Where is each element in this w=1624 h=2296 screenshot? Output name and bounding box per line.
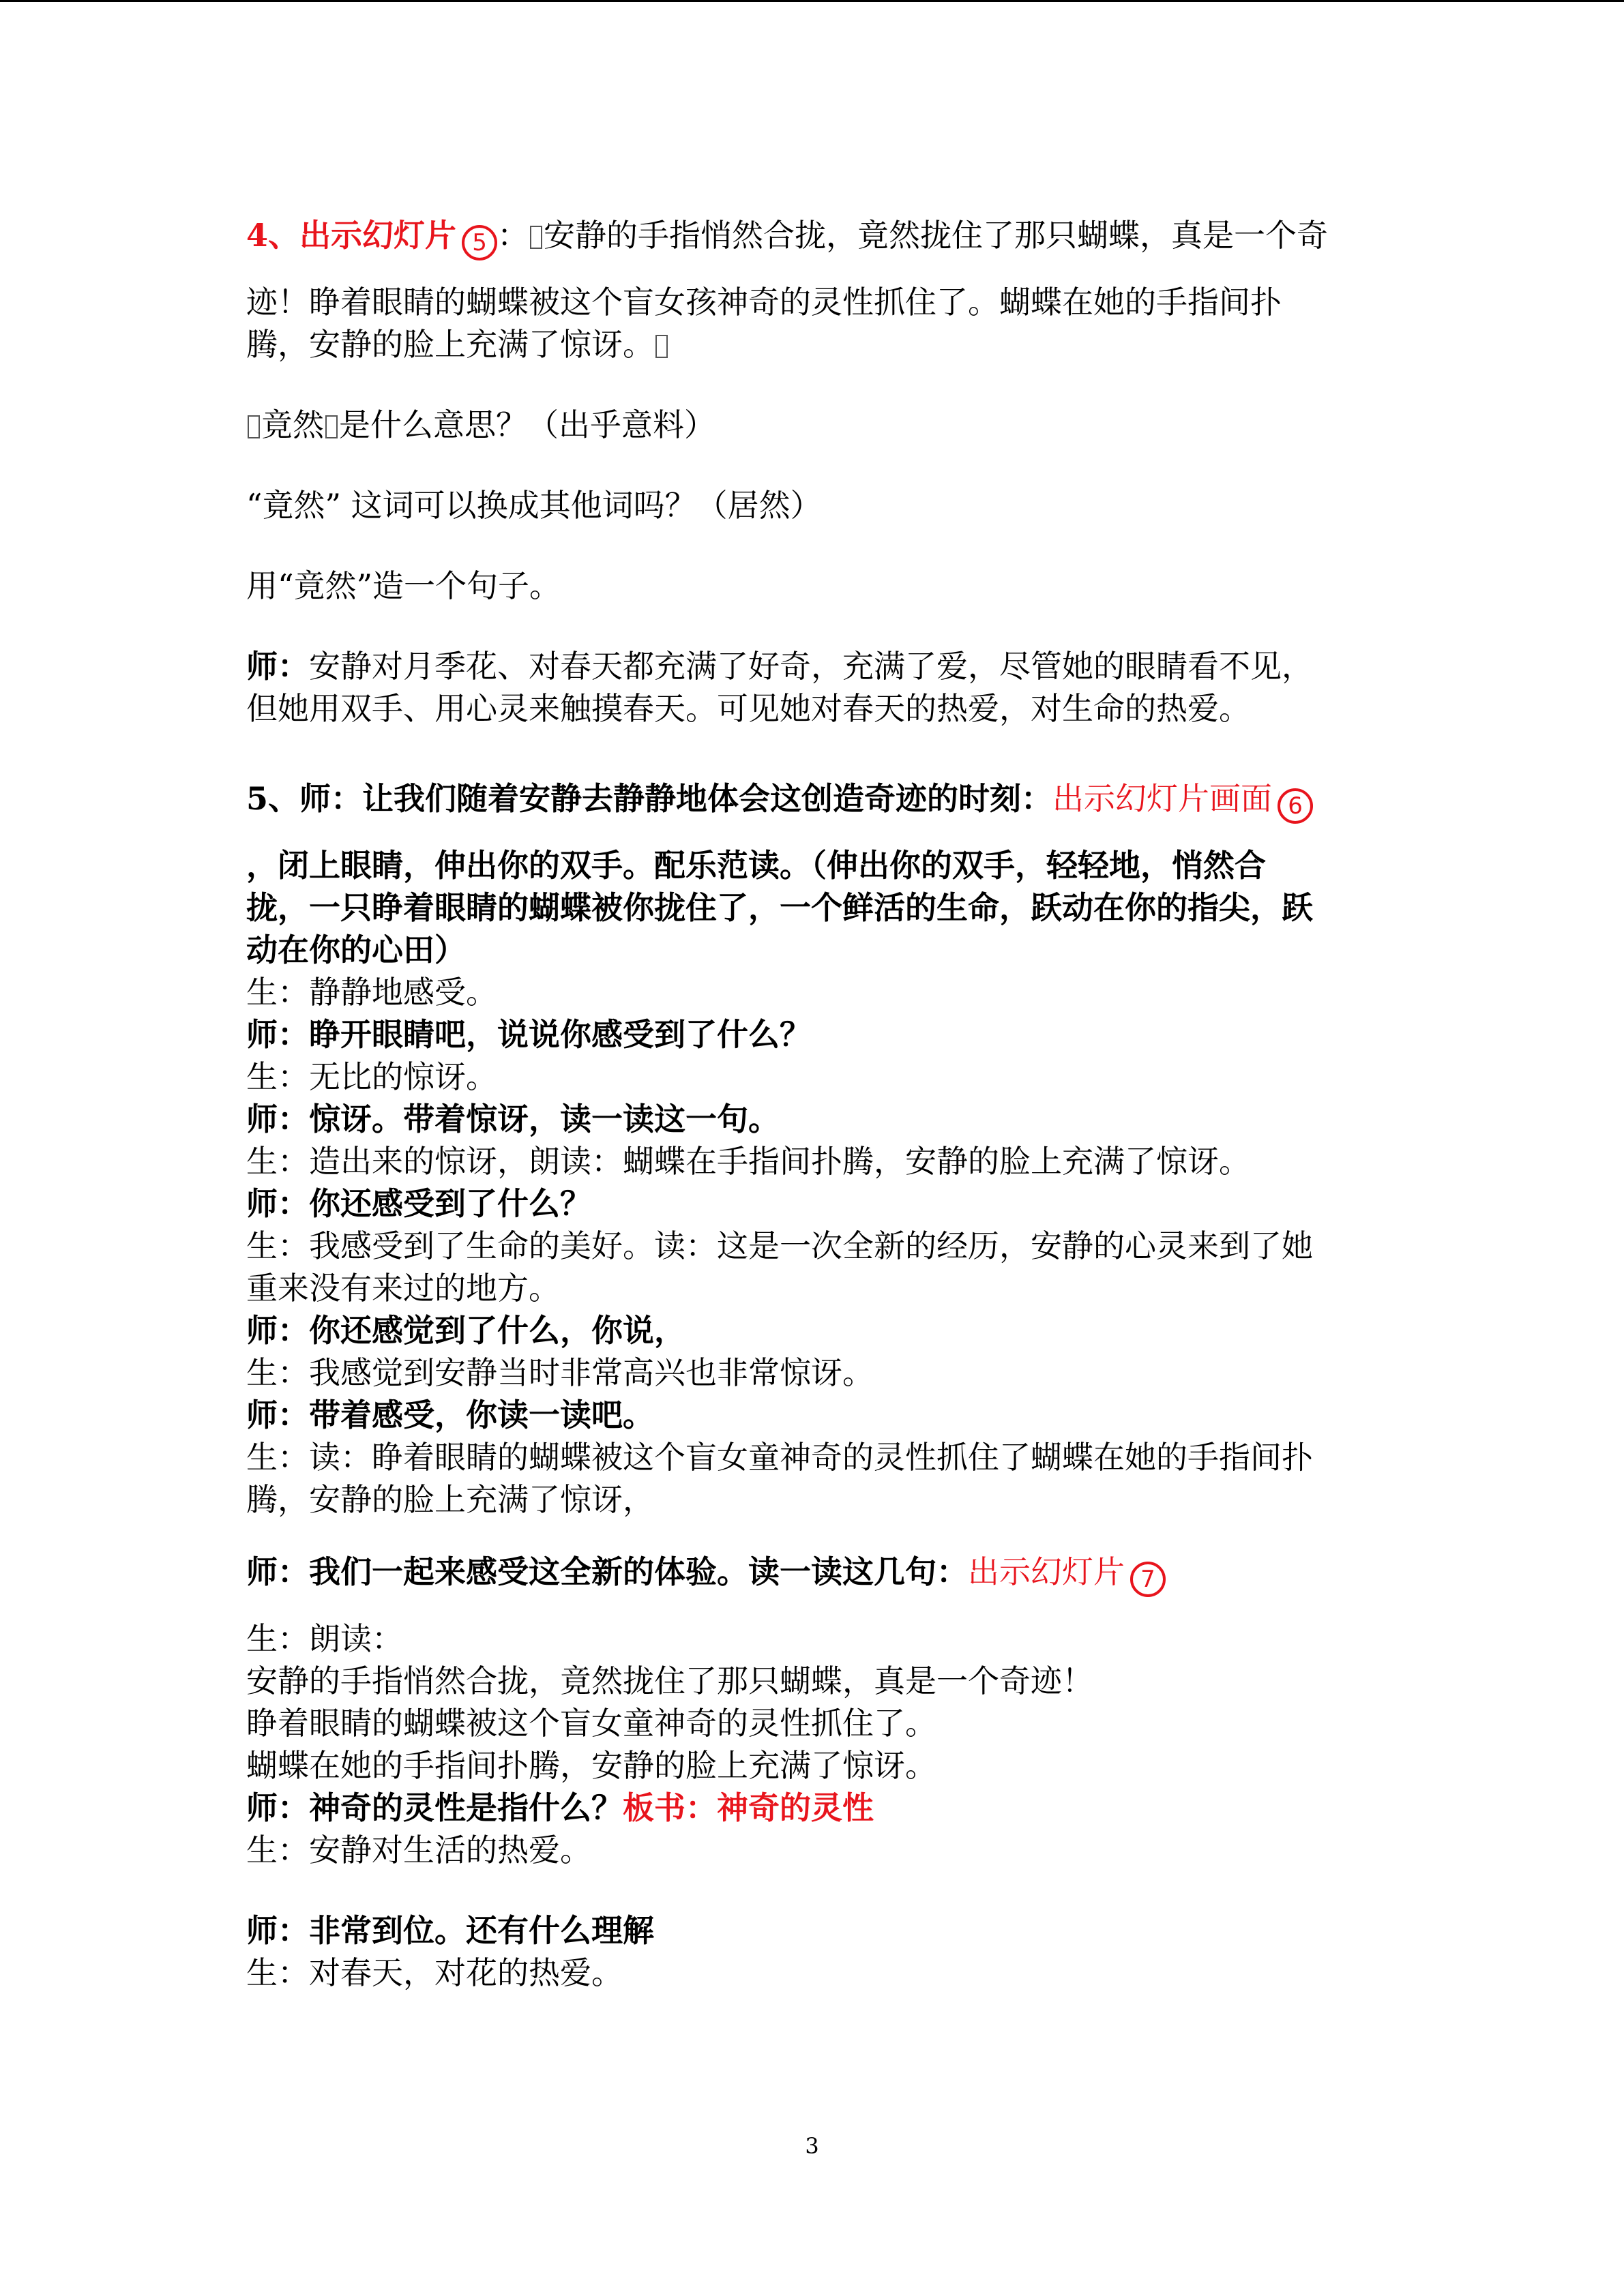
dialogue-block-2 <box>246 1617 1406 1871</box>
dialogue-line: 生：我感受到了生命的美好。读：这是一次全新的经历，安静的心灵来到了她 <box>246 1227 1313 1264</box>
dialogue-block-1 <box>246 971 1406 1521</box>
question-1-text: 是什么意思？（出乎意料） <box>339 406 715 443</box>
slide-number-badge: 5 <box>462 225 497 260</box>
teacher-question-text: 师：神奇的灵性是指什么？ <box>246 1789 623 1826</box>
slide-reference: 出示幻灯片 <box>968 1553 1125 1590</box>
dialogue-line: 师：惊讶。带着惊讶，读一读这一句。 <box>246 1101 780 1137</box>
reading-line: 安静的手指悄然合拢，竟然拢住了那只蝴蝶，真是一个奇迹！ <box>246 1663 1093 1699</box>
teacher-label: 师： <box>246 648 309 685</box>
teacher-question <box>246 1787 1406 1829</box>
missing-glyph-box <box>655 335 668 358</box>
blackboard-note: 板书：神奇的灵性 <box>623 1789 874 1826</box>
dialogue-line: 师：你还感受到了什么？ <box>246 1185 591 1222</box>
teacher-prompt <box>246 1551 1406 1597</box>
dialogue-line: 生：朗读： <box>246 1620 403 1657</box>
page-number: 3 <box>805 2133 819 2159</box>
colon: ： <box>497 217 529 254</box>
slide-reference: 出示幻灯片画面 <box>1052 780 1273 817</box>
teacher-comment-line-1 <box>246 645 1406 687</box>
missing-glyph-box <box>530 226 542 249</box>
teacher-prompt-text: 师：我们一起来感受这全新的体验。读一读这几句： <box>246 1553 968 1590</box>
dialogue-line: 生：造出来的惊讶，朗读：蝴蝶在手指间扑腾，安静的脸上充满了惊讶。 <box>246 1143 1250 1180</box>
section-5-line-4: 动在你的心田） <box>246 931 466 968</box>
dialogue-line: 生：无比的惊讶。 <box>246 1058 497 1095</box>
section-4-text-end: 腾，安静的脸上充满了惊讶。 <box>246 326 654 363</box>
student-answer: 生：对春天，对花的热爱。 <box>246 1954 623 1991</box>
section-5-line-2: ，闭上眼睛，伸出你的双手。配乐范读。（伸出你的双手，轻轻地，悄然合 <box>246 847 1266 884</box>
dialogue-line: 生：安静对生活的热爱。 <box>246 1832 591 1868</box>
teacher-comment-text: 安静对月季花、对春天都充满了好奇，充满了爱，尽管她的眼睛看不见， <box>309 648 1313 685</box>
top-border <box>0 0 1624 2</box>
dialogue-line: 生：我感觉到安静当时非常高兴也非常惊讶。 <box>246 1354 874 1391</box>
section-4-line-3 <box>246 323 1406 366</box>
document-body <box>246 214 1406 1994</box>
teacher-comment-line-2: 但她用双手、用心灵来触摸春天。可见她对春天的热爱，对生命的热爱。 <box>246 690 1250 727</box>
dialogue-line: 师：睁开眼睛吧，说说你感受到了什么？ <box>246 1016 811 1053</box>
dialogue-line: 腾，安静的脸上充满了惊讶， <box>246 1481 654 1518</box>
section-4-label: 4、出示幻灯片 <box>246 217 457 254</box>
dialogue-line: 师：带着感受，你读一读吧。 <box>246 1397 654 1433</box>
question-1 <box>246 404 1406 446</box>
dialogue-line: 生：读：睁着眼睛的蝴蝶被这个盲女童神奇的灵性抓住了蝴蝶在她的手指间扑 <box>246 1439 1313 1476</box>
missing-glyph-box <box>325 415 338 438</box>
dialogue-line: 师：你还感觉到了什么，你说， <box>246 1312 685 1349</box>
question-2: “竟然” 这词可以换成其他词吗？（居然） <box>246 487 822 524</box>
section-4-line-2: 迹！睁着眼睛的蝴蝶被这个盲女孩神奇的灵性抓住了。蝴蝶在她的手指间扑 <box>246 284 1282 320</box>
section-5-line-1 <box>246 777 1406 824</box>
dialogue-line: 生：静静地感受。 <box>246 974 497 1011</box>
section-4-line-1 <box>246 214 1406 260</box>
missing-glyph-box <box>248 415 260 438</box>
teacher-comment: 师：非常到位。还有什么理解 <box>246 1912 654 1949</box>
reading-line: 睁着眼睛的蝴蝶被这个盲女童神奇的灵性抓住了。 <box>246 1705 936 1742</box>
slide-number-badge: 6 <box>1278 788 1313 824</box>
section-4-text: 安静的手指悄然合拢，竟然拢住了那只蝴蝶，真是一个奇 <box>544 217 1329 254</box>
section-5-heading: 5、师：让我们随着安静去静静地体会这创造奇迹的时刻： <box>246 780 1053 817</box>
section-5-line-3: 拢，一只睁着眼睛的蝴蝶被你拢住了，一个鲜活的生命，跃动在你的指尖，跃 <box>246 889 1313 926</box>
question-3: 用“竟然”造一个句子。 <box>246 567 561 604</box>
slide-number-badge: 7 <box>1130 1562 1166 1597</box>
reading-line: 蝴蝶在她的手指间扑腾，安静的脸上充满了惊讶。 <box>246 1747 936 1784</box>
dialogue-line: 重来没有来过的地方。 <box>246 1270 560 1307</box>
question-1-word: 竟然 <box>261 406 324 443</box>
